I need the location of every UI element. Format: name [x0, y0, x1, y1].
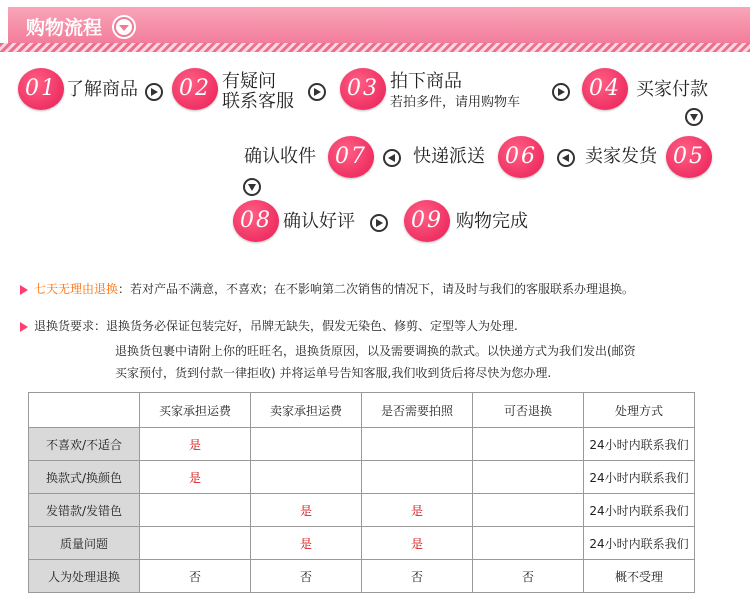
table-cell: 是 [362, 494, 473, 527]
table-cell [362, 461, 473, 494]
table-row [29, 428, 695, 461]
table-cell [251, 461, 362, 494]
table-cell [140, 494, 251, 527]
arrow-left-icon [383, 149, 401, 167]
table-cell [473, 527, 584, 560]
policy-line-2 [20, 315, 518, 337]
arrow-right-icon [145, 83, 163, 101]
table-cell [473, 494, 584, 527]
step-label-08: 确认好评 [283, 211, 355, 232]
arrow-down-icon [685, 108, 703, 126]
step-badge-02: 02 [172, 68, 218, 110]
arrow-right-icon [308, 83, 326, 101]
section-title: 购物流程 [26, 17, 103, 39]
table-row [29, 560, 695, 593]
table-cell [251, 428, 362, 461]
row-header-cell: 人为处理退换 [29, 560, 140, 593]
policy-line-1 [20, 278, 634, 300]
row-header-cell: 质量问题 [29, 527, 140, 560]
step-label-03: 拍下商品 [390, 71, 462, 92]
table-header-cell: 是否需要拍照 [362, 393, 473, 428]
table-cell: 24小时内联系我们 [584, 428, 695, 461]
table-cell: 否 [362, 560, 473, 593]
arrow-right-icon [552, 83, 570, 101]
table-cell: 概不受理 [584, 560, 695, 593]
table-cell: 24小时内联系我们 [584, 461, 695, 494]
shopping-flow [0, 0, 750, 260]
step-badge-06: 06 [498, 136, 544, 178]
table-cell: 否 [140, 560, 251, 593]
step-badge-09: 09 [404, 200, 450, 242]
table-cell: 24小时内联系我们 [584, 527, 695, 560]
policy-label-2: 退换货要求： [34, 319, 107, 333]
step-label-01: 了解商品 [66, 79, 138, 100]
table-header-row [29, 393, 695, 428]
table-cell: 是 [251, 527, 362, 560]
step-label-04: 买家付款 [636, 79, 708, 100]
policy-highlight: 七天无理由退换 [34, 282, 119, 296]
row-header-cell: 发错款/发错色 [29, 494, 140, 527]
arrow-down-icon [243, 178, 261, 196]
step-label-05: 卖家发货 [585, 146, 657, 167]
step-label-09: 购物完成 [456, 211, 528, 232]
table-cell [473, 428, 584, 461]
step-label-02: 有疑问 [222, 71, 276, 92]
bullet-triangle-icon [20, 322, 28, 332]
bullet-triangle-icon [20, 285, 28, 295]
step-badge-07: 07 [328, 136, 374, 178]
table-header-cell: 可否退换 [473, 393, 584, 428]
table-header-cell [29, 393, 140, 428]
table-header-cell: 处理方式 [584, 393, 695, 428]
policy-text-1: ：若对产品不满意，不喜欢；在不影响第二次销售的情况下，请及时与我们的客服联系办理退换。 [118, 282, 635, 296]
row-header-cell: 换款式/换颜色 [29, 461, 140, 494]
policy-text-2: 退换货务必保证包装完好，吊牌无缺失，假发无染色、修剪、定型等人为处理. [106, 319, 518, 333]
table-header-cell: 买家承担运费 [140, 393, 251, 428]
return-policy-table [28, 392, 695, 593]
step-badge-04: 04 [582, 68, 628, 110]
arrow-left-icon [557, 149, 575, 167]
table-row [29, 527, 695, 560]
table-cell: 是 [140, 428, 251, 461]
table-cell: 是 [362, 527, 473, 560]
step-label-07: 确认收件 [244, 146, 316, 167]
step-badge-03: 03 [340, 68, 386, 110]
step-badge-08: 08 [233, 200, 279, 242]
table-row [29, 494, 695, 527]
arrow-right-icon [370, 214, 388, 232]
step-badge-01: 01 [18, 68, 64, 110]
policy-line-3: 退换货包裹中请附上你的旺旺名，退换货原因，以及需要调换的款式。以快递方式为我们发出(邮资 [115, 344, 636, 358]
table-cell: 是 [140, 461, 251, 494]
table-cell: 24小时内联系我们 [584, 494, 695, 527]
table-cell [473, 461, 584, 494]
table-cell: 否 [473, 560, 584, 593]
step-badge-05: 05 [666, 136, 712, 178]
table-header-cell: 卖家承担运费 [251, 393, 362, 428]
table-cell [362, 428, 473, 461]
table-cell [140, 527, 251, 560]
step-label-02b: 联系客服 [222, 91, 294, 112]
policy-line-4: 买家预付，货到付款一律拒收) 并将运单号告知客服,我们收到货后将尽快为您办理. [115, 366, 552, 380]
step-label-03b: 若拍多件，请用购物车 [390, 95, 521, 110]
table-cell: 否 [251, 560, 362, 593]
table-cell: 是 [251, 494, 362, 527]
step-label-06: 快递派送 [413, 146, 485, 167]
table-row [29, 461, 695, 494]
row-header-cell: 不喜欢/不适合 [29, 428, 140, 461]
